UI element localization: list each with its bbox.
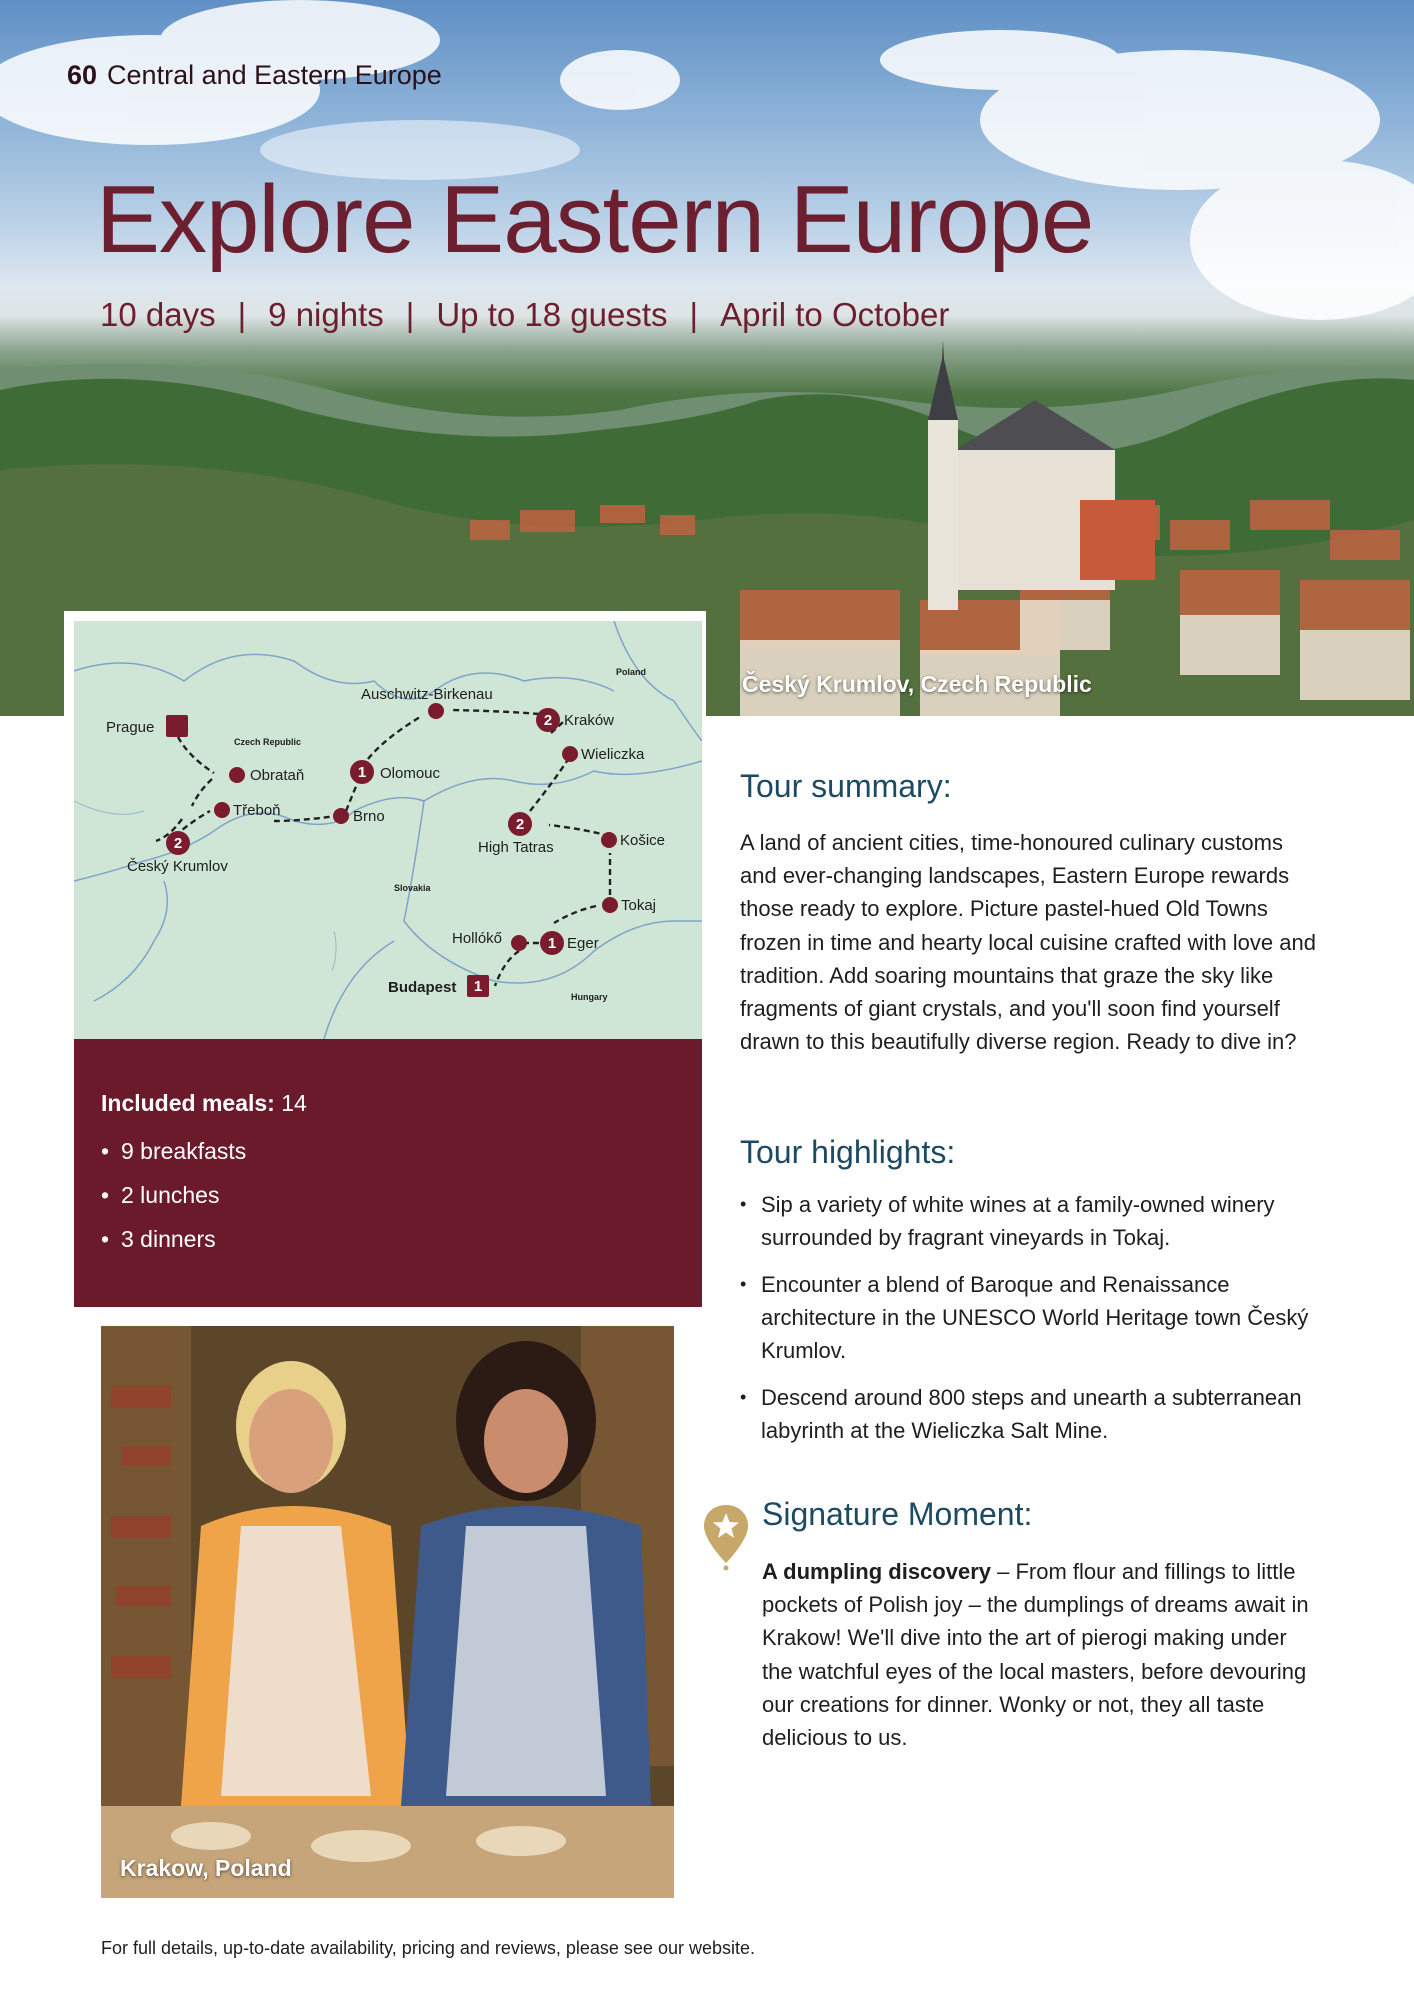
highlights-title: Tour highlights: (740, 1134, 956, 1170)
photo-illustration (101, 1326, 674, 1898)
map-marker-prague (166, 715, 188, 737)
map-border (324, 941, 394, 1039)
map-river (74, 801, 144, 814)
signature-body (762, 1555, 1322, 1754)
map-label-obratan: Obrataň (250, 767, 305, 784)
route-segment (192, 779, 212, 806)
nights-badge-olomouc: 1 (357, 764, 367, 781)
nights-badge-budapest: 1 (473, 978, 483, 995)
map-label-brno: Brno (353, 808, 385, 825)
map-label-wieliczka: Wieliczka (581, 746, 645, 763)
route-segment (178, 737, 214, 773)
map-country-czech: Czech Republic (234, 737, 302, 747)
meal-item: • 9 breakfasts (101, 1138, 702, 1182)
signature-title: Signature Moment: (762, 1496, 1033, 1532)
meals-count: 14 (281, 1090, 307, 1116)
map-border (404, 801, 702, 983)
map-label-high-tatras: High Tatras (478, 839, 554, 856)
route-segment (549, 825, 609, 836)
tour-guests: Up to 18 guests (436, 296, 668, 333)
route-segment (554, 906, 596, 923)
section-name: Central and Eastern Europe (107, 60, 442, 90)
tour-days: 10 days (100, 296, 216, 333)
map-border (74, 654, 614, 699)
summary-body: A land of ancient cities, time-honoured culinary customs and ever-changing landscapes, Eastern Europe rewards those ready to explore. Picture pastel-hued Old Towns frozen in time and hearty local cuisine crafted with love and tradition. Add soaring mountains that graze the sky like fragments of giant crystals, and you'll soon find yourself drawn to this beautifully diverse region. Ready to dive in? (740, 830, 1316, 1055)
page-title: Explore Eastern Europe (96, 166, 1094, 273)
map-border (614, 621, 702, 741)
hero-landscape-illustration (0, 0, 1414, 716)
map-label-trebon: Třeboň (233, 802, 281, 819)
map-marker-obratan (229, 767, 245, 783)
map-marker-brno (333, 808, 349, 824)
map-marker-trebon (214, 802, 230, 818)
highlight-item: • Sip a variety of white wines at a family-owned winery surrounded by fragrant vineyards in Tokaj. (740, 1188, 1320, 1254)
map-marker-holloko (511, 935, 527, 951)
nights-badge-cesky-krumlov: 2 (173, 835, 183, 852)
summary-title: Tour summary: (740, 768, 952, 804)
map-country-slovakia: Slovakia (394, 883, 431, 893)
meal-item: • 3 dinners (101, 1226, 702, 1270)
map-country-poland: Poland (616, 667, 647, 677)
tour-season: April to October (720, 296, 950, 333)
photo-caption: Krakow, Poland (120, 1855, 292, 1881)
map-label-krakow: Kraków (564, 712, 615, 729)
map-marker-wieliczka (562, 746, 578, 762)
map-label-tokaj: Tokaj (621, 897, 657, 914)
nights-badge-eger: 1 (547, 935, 557, 952)
signature-text: – From flour and fillings to little pockets of Polish joy – the dumplings of dreams await in Krakow! We'll dive into the art of pierogi making under the watchful eyes of the local masters, before devouring our creations for dinner. Wonky or not, they all taste delicious to us. (762, 1559, 1309, 1751)
highlights-list (740, 1188, 1320, 1461)
nights-badge-high-tatras: 2 (515, 816, 525, 833)
map-marker-tokaj (602, 897, 618, 913)
route-map-svg (74, 621, 702, 1039)
map-label-auschwitz: Auschwitz-Birkenau (361, 686, 493, 703)
meta-separator: | (689, 296, 699, 333)
tour-meta (100, 296, 949, 334)
route-map (74, 621, 702, 1039)
map-label-olomouc: Olomouc (380, 765, 441, 782)
hero-caption: Český Krumlov, Czech Republic (742, 671, 1092, 697)
map-label-eger: Eger (567, 935, 599, 952)
map-label-budapest: Budapest (388, 979, 457, 996)
route-segment (450, 710, 539, 714)
hero-image (0, 0, 1414, 716)
tour-nights: 9 nights (268, 296, 384, 333)
map-river (332, 931, 336, 971)
map-pin-star-icon (702, 1503, 750, 1573)
meta-separator: | (237, 296, 247, 333)
page-header (67, 60, 442, 91)
route-segment (368, 717, 420, 759)
nights-badge-krakow: 2 (543, 712, 553, 729)
map-label-kosice: Košice (620, 832, 666, 849)
highlight-item: • Encounter a blend of Baroque and Renaissance architecture in the UNESCO World Heritage town Český Krumlov. (740, 1268, 1320, 1367)
footer-note: For full details, up-to-date availability, pricing and reviews, please see our website. (101, 1938, 755, 1958)
map-label-cesky-krumlov: Český Krumlov (127, 858, 228, 875)
map-border (94, 881, 167, 1001)
signature-lead: A dumpling discovery (762, 1559, 992, 1584)
meal-item: • 2 lunches (101, 1182, 702, 1226)
map-label-prague: Prague (106, 719, 155, 736)
krakow-photo (101, 1326, 674, 1898)
meals-heading (101, 1090, 702, 1117)
meta-separator: | (405, 296, 415, 333)
map-marker-auschwitz (428, 703, 444, 719)
meals-list (101, 1138, 702, 1270)
meals-label: Included meals: (101, 1090, 275, 1116)
page-number: 60 (67, 60, 98, 90)
included-meals-panel (74, 1039, 702, 1307)
map-label-holloko: Hollókő (452, 930, 503, 947)
map-marker-kosice (601, 832, 617, 848)
highlight-item: • Descend around 800 steps and unearth a subterranean labyrinth at the Wieliczka Salt Mine. (740, 1381, 1320, 1447)
map-country-hungary: Hungary (571, 992, 608, 1002)
route-segment (495, 951, 519, 986)
